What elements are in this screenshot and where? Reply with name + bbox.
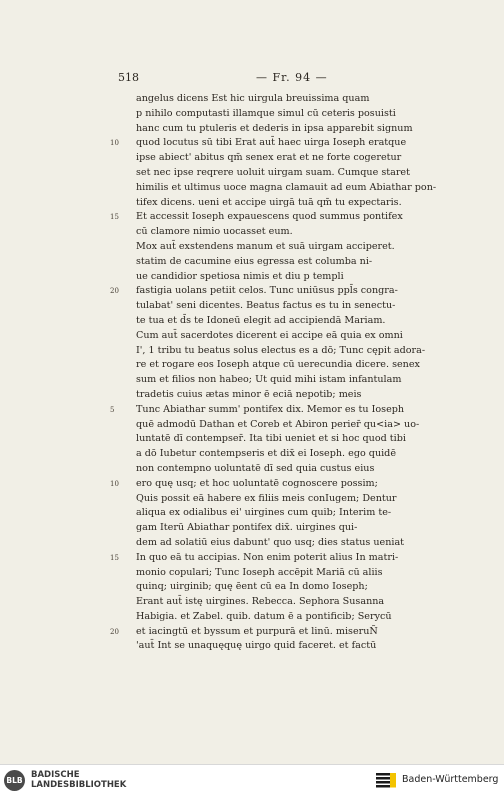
text-line (110, 477, 504, 492)
text-line (110, 240, 504, 255)
line-text: ue candidior spetiosa nimis et diu p templi (136, 270, 344, 282)
line-number: 10 (110, 479, 119, 488)
line-text: tifex dicens. ueni et accipe uirgā tuā qm̄ tu expectaris. (136, 196, 402, 208)
text-line (110, 536, 504, 551)
line-text: quinq; uirginib; quę ēent cū ea In domo Ioseph; (136, 581, 368, 593)
line-text: tradetis cuius ætas minor ē eciā nepotib; meis (136, 388, 362, 400)
line-text: luntatē dī contempser̄. Ita tibi ueniet et si hoc quod tibi (136, 433, 406, 445)
text-line (110, 403, 504, 418)
running-head: — Fr. 94 — (256, 71, 328, 84)
text-line (110, 388, 504, 403)
line-text: cū clamore nimio uocasset eum. (136, 226, 293, 238)
line-text: hanc cum tu ptuleris et dederis in ipsa apparebit signum (136, 122, 413, 134)
page-number: 518 (118, 71, 139, 84)
line-text: Cum aut̄ sacerdotes dicerent ei accipe eā quia ex omni (136, 329, 403, 341)
text-line (110, 196, 504, 211)
text-line (110, 151, 504, 166)
blb-logo-text: BLB (6, 776, 23, 785)
line-text: In quo eā tu accipias. Non enim poterit alius In matri- (136, 551, 399, 563)
text-line (110, 521, 504, 536)
text-line (110, 136, 504, 151)
text-line (110, 314, 504, 329)
blb-name-line1: BADISCHE (31, 770, 80, 780)
line-text: dem ad solatiū eius dabunt' quo usq; dies status ueniat (136, 536, 405, 548)
line-text: quod locutus sū tibi Erat aut̄ haec uirga Ioseph eratque (136, 137, 407, 149)
line-text: statim de cacumine eius egressa est columba ni- (136, 255, 373, 267)
line-text: monio copulari; Tunc Ioseph accēpit Mariā cū aliis (136, 566, 383, 578)
line-text: a dō Iubetur contempseris et dix̄ ei Ioseph. ego quidē (136, 448, 397, 460)
text-line (110, 329, 504, 344)
text-line (110, 344, 504, 359)
text-block (110, 92, 504, 654)
text-line (110, 225, 504, 240)
line-number: 20 (110, 627, 119, 636)
line-text: Erant aut̄ istę uirgines. Rebecca. Sephora Susanna (136, 596, 385, 608)
line-text: non contempno uoluntatē dī sed quia custus eius (136, 462, 375, 474)
line-text: ipse abiect' abitus qm̄ senex erat et ne forte cogeretur (136, 152, 402, 164)
text-line (110, 551, 504, 566)
text-line (110, 270, 504, 285)
line-text: ero quę usq; et hoc uoluntatē cognoscere possim; (136, 477, 378, 489)
line-text: fastigia uolans petiit celos. Tunc uniūsus ppl̄s congra- (136, 285, 398, 297)
baden-wuerttemberg-label[interactable]: Baden-Württemberg (402, 774, 499, 785)
line-text: Tunc Abiathar summ' pontifex dix. Memor es tu Ioseph (136, 403, 405, 415)
line-text: quē admodū Dathan et Coreb et Abiron perier̄ qu<ia> uo- (136, 418, 420, 430)
line-text: Et accessit Ioseph expauescens quod summus pontifex (136, 211, 403, 223)
text-line (110, 462, 504, 477)
text-line (110, 447, 504, 462)
blb-library-name[interactable] (31, 770, 126, 790)
text-line (110, 418, 504, 433)
blb-name-line2: LANDESBIBLIOTHEK (31, 780, 127, 790)
line-number: 10 (110, 139, 119, 148)
text-line (110, 432, 504, 447)
line-number: 20 (110, 287, 119, 296)
line-text: re et rogare eos Ioseph atque cū uerecundia dicere. senex (136, 359, 420, 371)
text-line (110, 284, 504, 299)
text-line (110, 299, 504, 314)
text-line (110, 255, 504, 270)
line-number: 15 (110, 213, 119, 222)
text-line (110, 181, 504, 196)
line-text: tulabat' seni dicentes. Beatus factus es tu in senectu- (136, 300, 396, 312)
text-line (110, 122, 504, 137)
line-text: I', 1 tribu tu beatus solus electus es a dō; Tunc cępit adora- (136, 344, 426, 356)
footer-bar (0, 764, 504, 796)
text-line (110, 492, 504, 507)
text-line (110, 92, 504, 107)
line-text: p nihilo computasti illamque simul cū ceteris posuisti (136, 107, 396, 119)
text-line (110, 107, 504, 122)
blb-logo-icon[interactable] (4, 770, 25, 791)
text-line (110, 639, 504, 654)
line-text: himilis et ultimus uoce magna clamauit ad eum Abiathar pon- (136, 181, 437, 193)
text-line (110, 566, 504, 581)
line-text: 'aut̄ Int se unaquęquę uirgo quid faceret. et factū (136, 640, 377, 652)
text-line (110, 580, 504, 595)
text-line (110, 595, 504, 610)
text-line (110, 166, 504, 181)
text-line (110, 373, 504, 388)
line-text: te tua et d̄s te Idoneū elegit ad accipiendā Mariam. (136, 314, 386, 326)
text-line (110, 358, 504, 373)
line-text: Habigia. et Zabel. quib. datum ē a pontificib; Serycū (136, 610, 392, 622)
line-number: 15 (110, 553, 119, 562)
line-text: angelus dicens Est hic uirgula breuissima quam (136, 93, 370, 104)
page-header (118, 71, 418, 85)
line-text: aliqua ex odialibus ei' uirgines cum quib; Interim te- (136, 507, 392, 519)
text-line (110, 610, 504, 625)
line-text: et iacingtū et byssum et purpurā et linū. miseruÑ (136, 625, 378, 637)
baden-wuerttemberg-lions-icon[interactable] (375, 772, 397, 790)
text-line (110, 210, 504, 225)
line-text: Quis possit eā habere ex filiis meis conIugem; Dentur (136, 492, 397, 504)
line-text: set nec ipse reqrere uoluit uirgam suam. Cumque staret (136, 166, 410, 178)
text-line (110, 625, 504, 640)
line-text: sum et filios non habeo; Ut quid mihi istam infantulam (136, 374, 402, 386)
line-number: 5 (110, 405, 115, 414)
line-text: Mox aut̄ exstendens manum et suā uirgam acciperet. (136, 240, 395, 252)
line-text: gam Iterū Abiathar pontifex dix̄. uirgines qui- (136, 522, 358, 534)
text-line (110, 506, 504, 521)
